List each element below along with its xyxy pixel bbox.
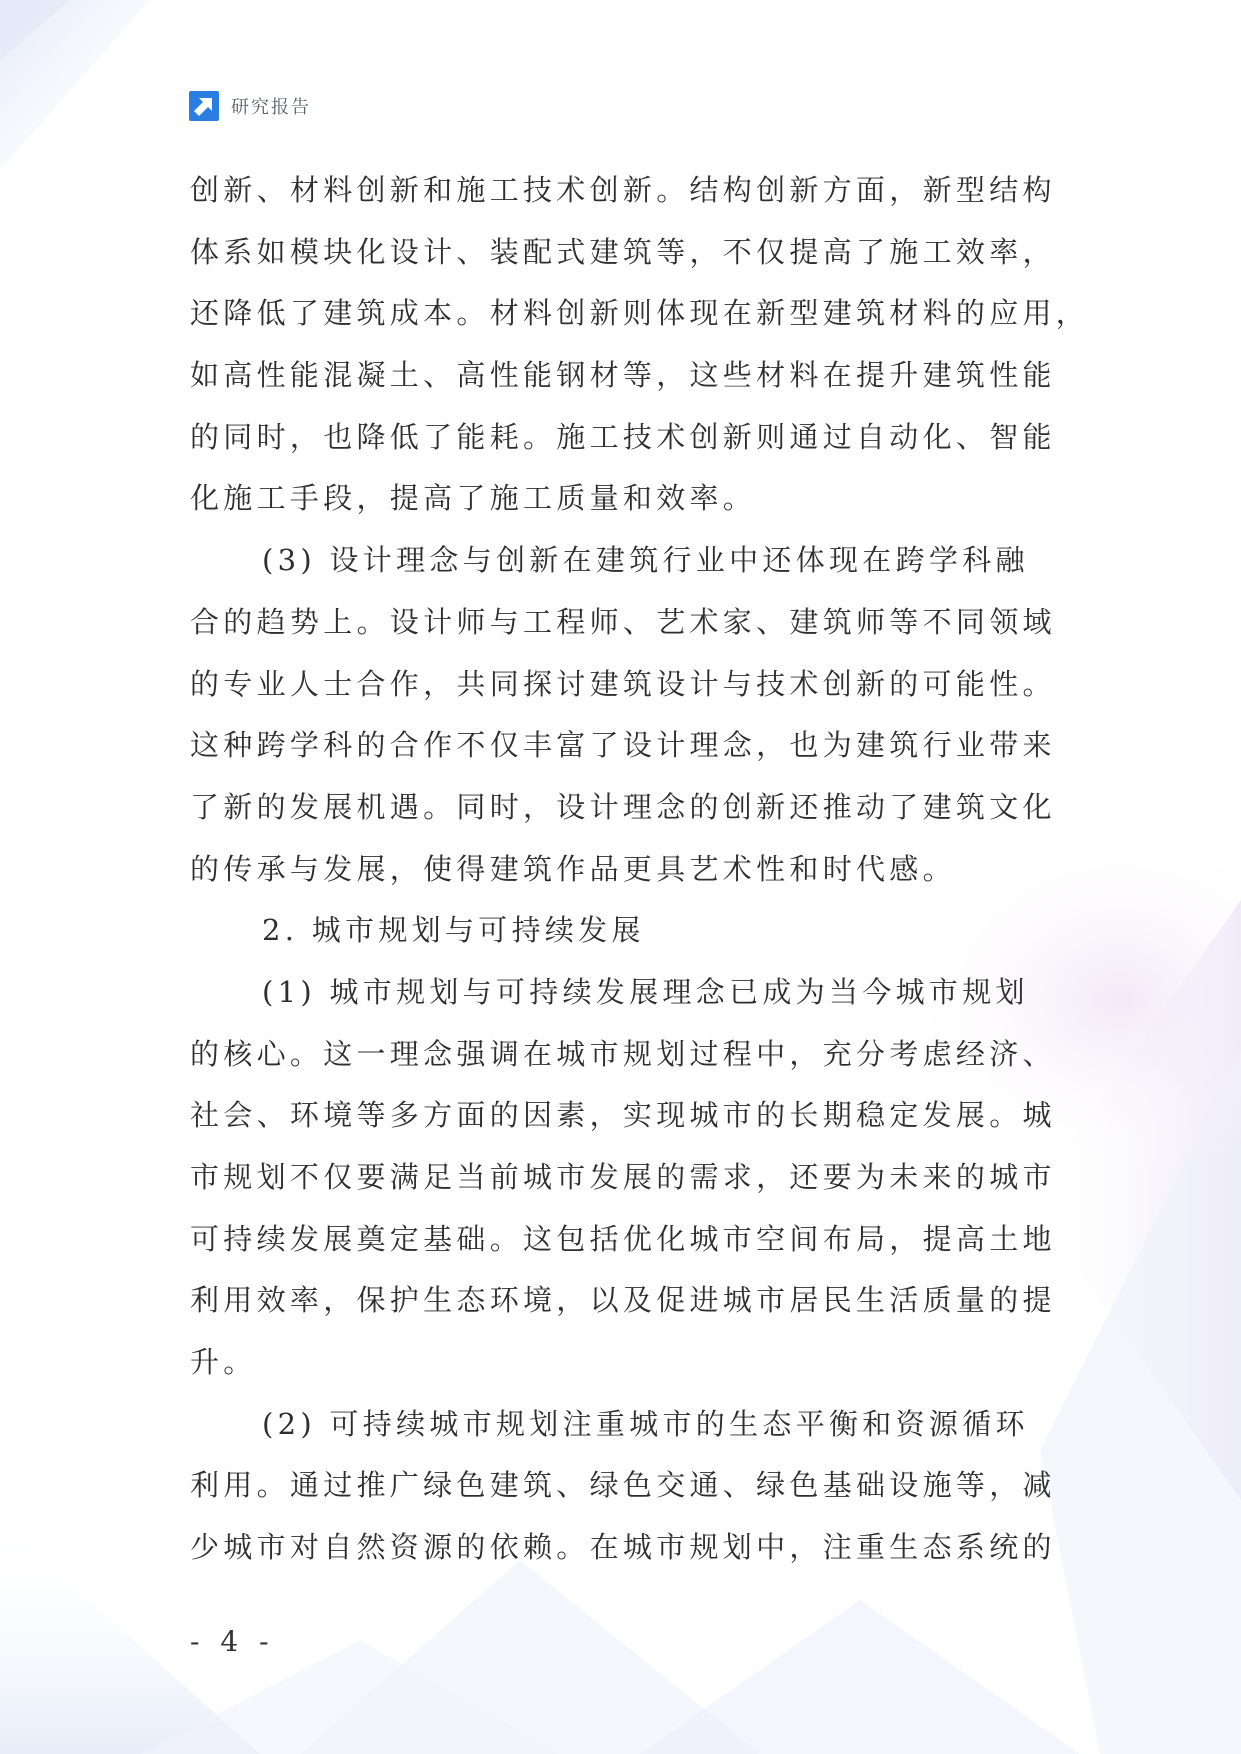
page-number: - 4 - [190, 1625, 275, 1658]
text-line: 的核心。这一理念强调在城市规划过程中，充分考虑经济、 [190, 1036, 1056, 1071]
text-line: 还降低了建筑成本。材料创新则体现在新型建筑材料的应用， [190, 296, 1090, 331]
text-line: 的传承与发展，使得建筑作品更具艺术性和时代感。 [190, 851, 956, 886]
text-line: 了新的发展机遇。同时，设计理念的创新还推动了建筑文化 [190, 789, 1056, 824]
text-line: 化施工手段，提高了施工质量和效率。 [190, 481, 757, 516]
text-line: 利用。通过推广绿色建筑、绿色交通、绿色基础设施等，减 [190, 1468, 1056, 1503]
text-line: 合的趋势上。设计师与工程师、艺术家、建筑师等不同领域 [190, 604, 1056, 639]
text-line: 的同时，也降低了能耗。施工技术创新则通过自动化、智能 [190, 419, 1056, 454]
text-line: 的专业人士合作，共同探讨建筑设计与技术创新的可能性。 [190, 666, 1056, 701]
text-line: 创新、材料创新和施工技术创新。结构创新方面，新型结构 [190, 173, 1056, 207]
document-body [190, 160, 1090, 1579]
text-line: 这种跨学科的合作不仅丰富了设计理念，也为建筑行业带来 [190, 728, 1056, 763]
text-line: 利用效率，保护生态环境，以及促进城市居民生活质量的提 [190, 1283, 1056, 1318]
text-line: (1) 城市规划与可持续发展理念已成为当今城市规划 [262, 974, 1029, 1009]
text-line: 市规划不仅要满足当前城市发展的需求，还要为未来的城市 [190, 1160, 1056, 1194]
text-line: (3) 设计理念与创新在建筑行业中还体现在跨学科融 [262, 543, 1029, 578]
report-header [187, 89, 311, 123]
text-line: (2) 可持续城市规划注重城市的生态平衡和资源循环 [262, 1406, 1029, 1441]
text-line: 升。 [190, 1345, 257, 1380]
text-line: 社会、环境等多方面的因素，实现城市的长期稳定发展。城 [190, 1098, 1056, 1133]
text-line: 体系如模块化设计、装配式建筑等，不仅提高了施工效率， [190, 234, 1056, 269]
arrow-up-right-icon [187, 89, 221, 123]
text-line: 2. 城市规划与可持续发展 [262, 913, 645, 948]
text-line: 可持续发展奠定基础。这包括优化城市空间布局，提高土地 [190, 1221, 1056, 1256]
text-line: 如高性能混凝土、高性能钢材等，这些材料在提升建筑性能 [190, 358, 1056, 393]
header-title: 研究报告 [231, 97, 311, 118]
text-line: 少城市对自然资源的依赖。在城市规划中，注重生态系统的 [190, 1530, 1056, 1565]
